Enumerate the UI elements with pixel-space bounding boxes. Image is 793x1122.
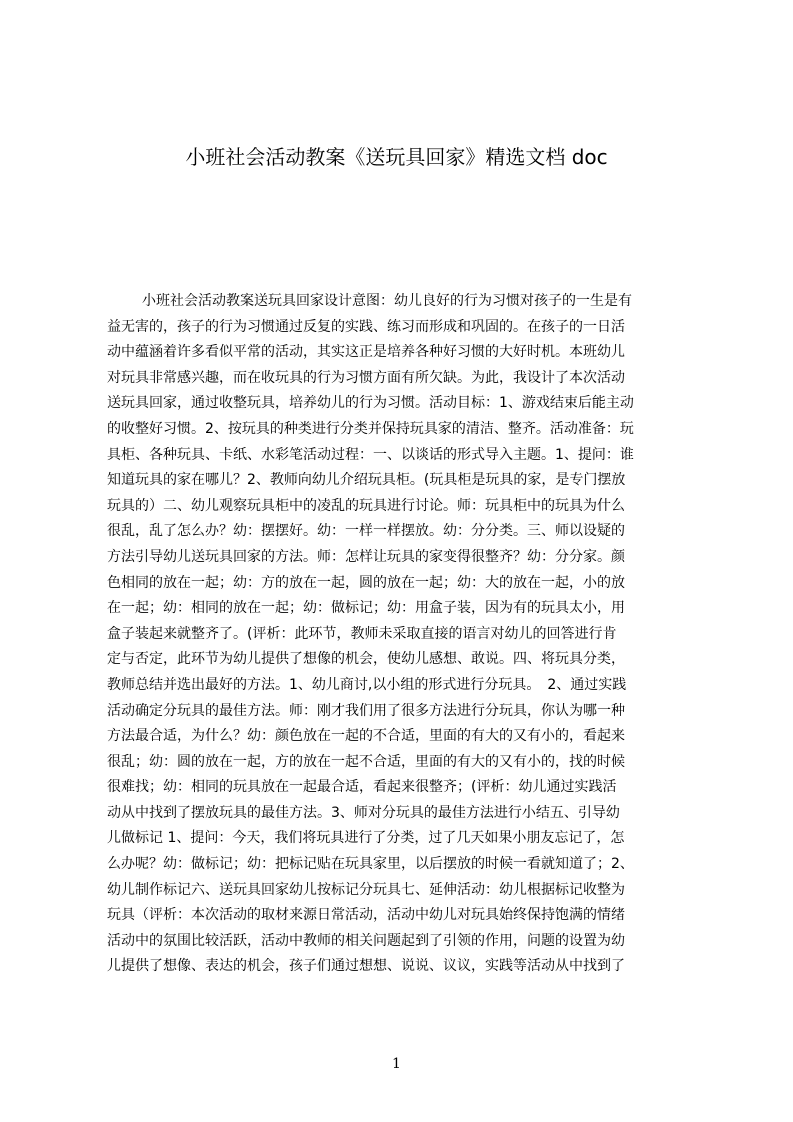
body-text-line: 送玩具回家，通过收整玩具，培养幼儿的行为习惯。活动目标：1、游戏结束后能主动 [107,395,634,412]
body-text-line: 方法引导幼儿送玩具回家的方法。师：怎样让玩具的家变得很整齐？幼：分分家。颜 [107,548,625,565]
page-number: 1 [392,1056,401,1072]
body-text-line: 盒子装起来就整齐了。(评析：此环节，教师未采取直接的语言对幼儿的回答进行肯 [107,625,617,642]
body-text-line: 很乱，乱了怎么办？幼：摆摆好。幼：一样一样摆放。幼：分分类。三、师以设疑的 [107,523,625,540]
body-text-line: 教师总结并选出最好的方法。1、幼儿商讨,以小组的形式进行分玩具。 2、通过实践 [107,676,627,693]
body-text-line: 动中蕴涵着许多看似平常的活动，其实这正是培养各种好习惯的大好时机。本班幼儿 [107,344,625,361]
body-text-line: 么办呢？幼：做标记；幼：把标记贴在玩具家里，以后摆放的时候一看就知道了；2、 [107,856,634,873]
body-text-line: 很乱；幼：圆的放在一起，方的放在一起不合适，里面的有大的又有小的，找的时候 [107,753,625,770]
body-text-line: 小班社会活动教案送玩具回家设计意图：幼儿良好的行为习惯对孩子的一生是有 [142,293,632,309]
body-text-line: 方法最合适，为什么？幼：颜色放在一起的不合适，里面的有大的又有小的，看起来 [107,728,625,745]
body-text-line: 定与否定，此环节为幼儿提供了想像的机会，使幼儿感想、敢说。四、将玩具分类， [107,651,625,668]
body-text-line: 对玩具非常感兴趣，而在收玩具的行为习惯方面有所欠缺。为此，我设计了本次活动 [107,369,625,386]
body-text-line: 玩具的）二、幼儿观察玩具柜中的凌乱的玩具进行讨论。师：玩具柜中的玩具为什么 [107,497,625,514]
body-text-line: 儿提供了想像、表达的机会，孩子们通过想想、说说、议议，实践等活动从中找到了 [107,958,625,975]
body-text-line: 具柜、各种玩具、卡纸、水彩笔活动过程：一、以谈话的形式导入主题。1、提问：谁 [107,446,634,463]
document-body [107,289,699,980]
body-text-line: 很难找；幼：相同的玩具放在一起最合适，看起来很整齐；(评析：幼儿通过实践活 [107,779,617,796]
body-text-line: 动从中找到了摆放玩具的最佳方法。3、师对分玩具的最佳方法进行小结五、引导幼 [107,804,620,821]
body-text-line: 的收整好习惯。2、按玩具的种类进行分类并保持玩具家的清洁、整齐。活动准备：玩 [107,420,634,437]
body-text-line: 幼儿制作标记六、送玩具回家幼儿按标记分玩具七、延伸活动：幼儿根据标记收整为 [107,881,625,898]
body-text-line: 活动确定分玩具的最佳方法。师：刚才我们用了很多方法进行分玩具，你认为哪一种 [107,702,625,719]
document-title: 小班社会活动教案《送玩具回家》精选文档 doc [185,145,608,169]
body-text-line: 色相同的放在一起；幼：方的放在一起，圆的放在一起；幼：大的放在一起，小的放 [107,574,625,591]
body-text-line: 儿做标记 1、提问：今天，我们将玩具进行了分类，过了几天如果小朋友忘记了，怎 [107,830,625,847]
body-text-line: 益无害的，孩子的行为习惯通过反复的实践、练习而形成和巩固的。在孩子的一日活 [107,318,625,335]
body-text-line: 知道玩具的家在哪儿？2、教师向幼儿介绍玩具柜。(玩具柜是玩具的家，是专门摆放 [107,472,626,489]
body-text-line: 在一起；幼：相同的放在一起；幼：做标记；幼：用盒子装，因为有的玩具太小，用 [107,600,625,617]
body-text-line: 活动中的氛围比较活跃，活动中教师的相关问题起到了引领的作用，问题的设置为幼 [107,932,625,949]
body-text-line: 玩具（评析：本次活动的取材来源日常活动，活动中幼儿对玩具始终保持饱满的情绪 [107,907,625,924]
